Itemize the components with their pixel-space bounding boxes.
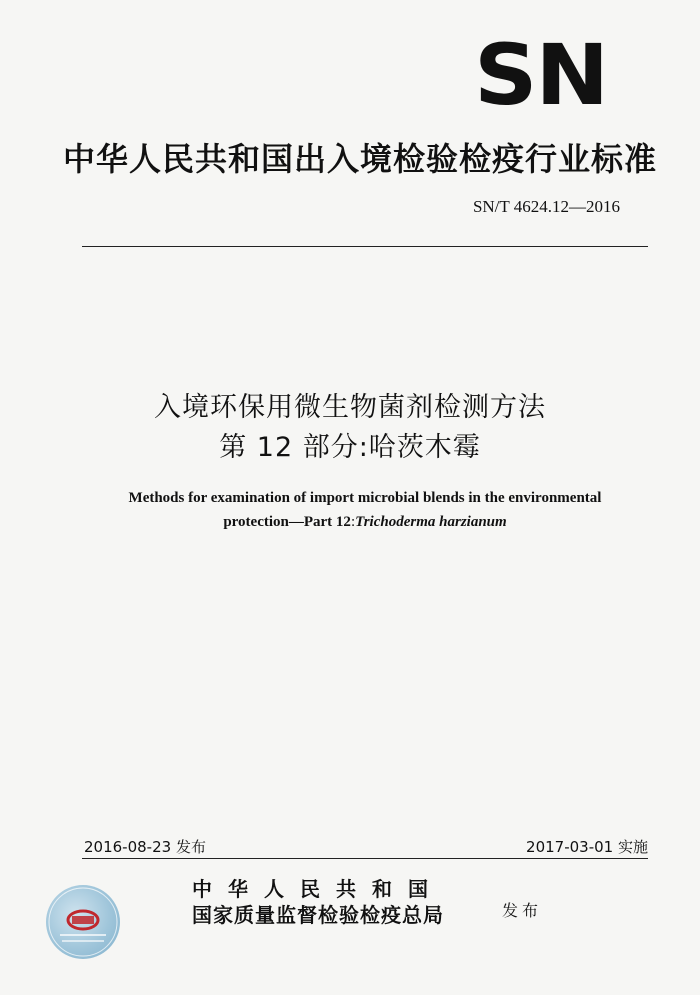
issue-word: 发布 <box>502 901 543 920</box>
anti-counterfeit-stamp-icon <box>46 885 120 959</box>
standard-number: SN/T 4624.12—2016 <box>472 197 620 216</box>
effective-date: 2017-03-01 实施 <box>526 838 648 856</box>
english-title-separator: : <box>350 514 356 530</box>
issuer-line-1: 中华人民共和国 <box>192 877 444 901</box>
sn-logo: SN <box>474 26 608 124</box>
organization-title: 中华人民共和国出入境检验检疫行业标准 <box>62 140 657 178</box>
species-name: Trichoderma harzianum <box>355 514 507 530</box>
chinese-title-line-2: 第 12 部分:哈茨木霉 <box>219 432 481 463</box>
bottom-divider <box>82 858 648 859</box>
issuing-authority <box>192 876 444 928</box>
english-title-part: protection—Part 12 <box>223 514 351 530</box>
issue-date: 2016-08-23 发布 <box>84 838 206 856</box>
english-title-line-1: Methods for examination of import microbial blends in the environmental <box>128 490 602 506</box>
chinese-title-line-1: 入境环保用微生物菌剂检测方法 <box>154 392 546 423</box>
top-divider <box>82 246 648 247</box>
english-title-line-2 <box>70 510 660 534</box>
issuer-line-2: 国家质量监督检验检疫总局 <box>192 903 444 927</box>
